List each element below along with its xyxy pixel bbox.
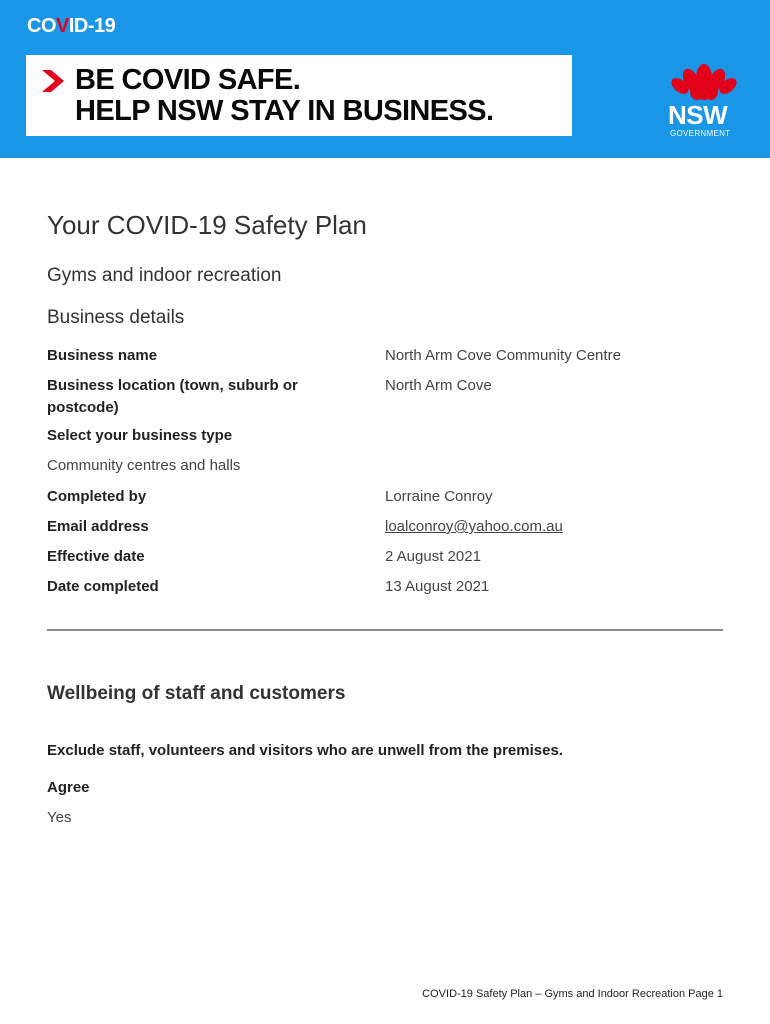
agree-value: Yes bbox=[47, 809, 72, 826]
date-completed-label: Date completed bbox=[47, 578, 159, 595]
business-section-title: Business details bbox=[47, 307, 185, 328]
wellbeing-section-title: Wellbeing of staff and customers bbox=[47, 683, 346, 704]
slogan-line-2: HELP NSW STAY IN BUSINESS. bbox=[75, 95, 494, 127]
nsw-logo-text: NSW bbox=[668, 100, 728, 130]
effective-date-value: 2 August 2021 bbox=[385, 548, 481, 565]
section-divider bbox=[47, 629, 723, 631]
business-location-label: Business location (town, suburb or postcode) bbox=[47, 377, 298, 416]
email-label: Email address bbox=[47, 518, 149, 535]
business-name-value: North Arm Cove Community Centre bbox=[385, 347, 621, 364]
completed-by-value: Lorraine Conroy bbox=[385, 488, 493, 505]
slogan-line-1: BE COVID SAFE. bbox=[75, 64, 301, 96]
effective-date-label: Effective date bbox=[47, 548, 145, 565]
date-completed-value: 13 August 2021 bbox=[385, 578, 490, 595]
business-type-value: Community centres and halls bbox=[47, 457, 241, 474]
wellbeing-statement: Exclude staff, volunteers and visitors who are unwell from the premises. bbox=[47, 742, 563, 759]
email-link[interactable]: loalconroy@yahoo.com.au bbox=[385, 518, 563, 535]
completed-by-label: Completed by bbox=[47, 488, 147, 505]
nsw-logo-subtext: GOVERNMENT bbox=[670, 129, 731, 138]
page-footer: COVID-19 Safety Plan – Gyms and Indoor Recreation Page 1 bbox=[422, 988, 723, 1000]
page-title: Your COVID-19 Safety Plan bbox=[47, 210, 367, 240]
slogan-box bbox=[26, 55, 572, 136]
covid-19-tag: COVID-19 bbox=[27, 15, 116, 37]
business-type-label: Select your business type bbox=[47, 427, 233, 444]
business-location-value: North Arm Cove bbox=[385, 377, 492, 394]
plan-subtitle: Gyms and indoor recreation bbox=[47, 265, 282, 286]
header-banner bbox=[0, 0, 770, 158]
agree-label: Agree bbox=[47, 779, 90, 796]
chevron-right-icon bbox=[40, 68, 66, 94]
business-name-label: Business name bbox=[47, 347, 158, 364]
